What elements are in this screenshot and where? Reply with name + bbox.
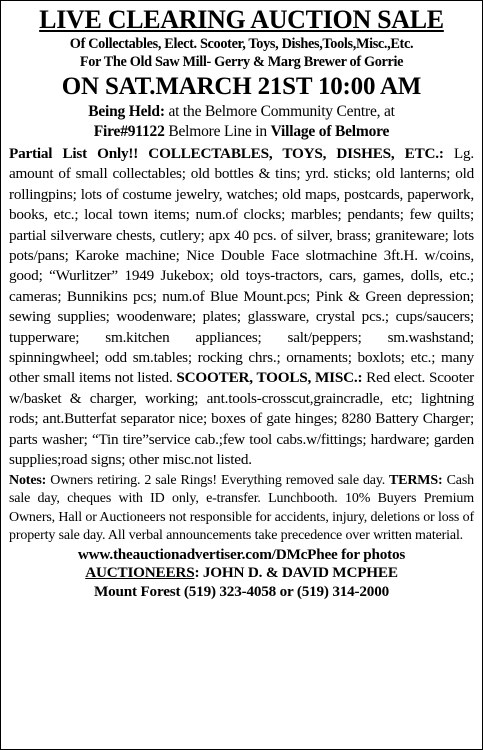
auctioneers-names: : JOHN D. & DAVID MCPHEE xyxy=(194,564,398,582)
belmore-line: Belmore Line in xyxy=(164,123,271,140)
location-line-2 xyxy=(1,122,482,142)
being-held-label: Being Held: xyxy=(88,103,165,120)
sale-date: ON SAT.MARCH 21ST 10:00 AM xyxy=(61,73,422,100)
location-line-1 xyxy=(1,102,482,122)
scooter-text: Red elect. Scooter w/basket & charger, working; ant.tools-crosscut,graincradle, etc; lightning rods; ant.Butterfat separator nice; boxes of gate hinges; 8280 Battery Charger; parts washer; “Tin tire”service cab.;few tool cabs.w/fittings; hardware; garden supplies;road signs; other misc.not listed. xyxy=(9,369,474,469)
collectables-heading: Partial List Only!! COLLECTABLES, TOYS, DISHES, ETC.: xyxy=(9,145,444,162)
notes-label: Notes: xyxy=(9,472,47,488)
website-line: www.theauctionadvertiser.com/DMcPhee for photos xyxy=(77,545,406,563)
terms-text: Cash sale day, cheques with ID only, e-transfer. Lunchbooth. 10% Buyers Premium Owners, Hall or Auctioneers not responsible for accidents, injury, deletions or loss of property sale day. All verbal announcements take precedence over written material. xyxy=(9,472,474,544)
ad-subtitle-items: Of Collectables, Elect. Scooter, Toys, Dishes,Tools,Misc.,Etc. xyxy=(69,36,414,52)
item-listing xyxy=(9,144,474,471)
notes-terms xyxy=(9,472,474,546)
ad-title: LIVE CLEARING AUCTION SALE xyxy=(39,5,444,34)
scooter-heading: SCOOTER, TOOLS, MISC.: xyxy=(172,369,363,387)
being-held-text: at the Belmore Community Centre, at xyxy=(164,103,395,120)
collectables-text: Lg. amount of small collectables; old bottles & tins; yrd. sticks; old lanterns; old rollingpins; lots of costume jewelry, watches; old maps, postcards, paperwork, books, etc.; local town items; num.of clocks; marbles; pendants; few quilts; partial silverware chests, cutlery; apx 40 pcs. of silver, brass; graniteware; lots pots/pans; Karoke machine; Nice Double Face slotmachine 3ft.H. w/coins, good; “Wurlitzer” 1949 Jukebox; old toys-tractors, cars, games, dolls, etc.; cameras; Bunnikins pcs; num.of Blue Mount.pcs; Pink & Green depression; sewing supplies; woodenware; plates; glassware, crystal pcs.; cups/saucers; tupperware; sm.kitchen appliances; salt/peppers; sm.washstand; spinningwheel; odd sm.tables; rocking chrs.; ornaments; boxlots; etc.; many other small items not listed. xyxy=(9,145,474,387)
ad-subtitle-owners: For The Old Saw Mill- Gerry & Marg Brewer of Gorrie xyxy=(79,54,404,70)
auctioneers-line xyxy=(1,564,482,582)
auctioneers-label: AUCTIONEERS xyxy=(85,564,195,582)
notes-text: Owners retiring. 2 sale Rings! Everything removed sale day. xyxy=(46,472,386,488)
village-name: Village of Belmore xyxy=(270,123,390,140)
terms-label: TERMS: xyxy=(385,472,443,488)
phone-line: Mount Forest (519) 323-4058 or (519) 314-2000 xyxy=(94,582,389,600)
fire-number: Fire#91122 xyxy=(93,123,165,140)
